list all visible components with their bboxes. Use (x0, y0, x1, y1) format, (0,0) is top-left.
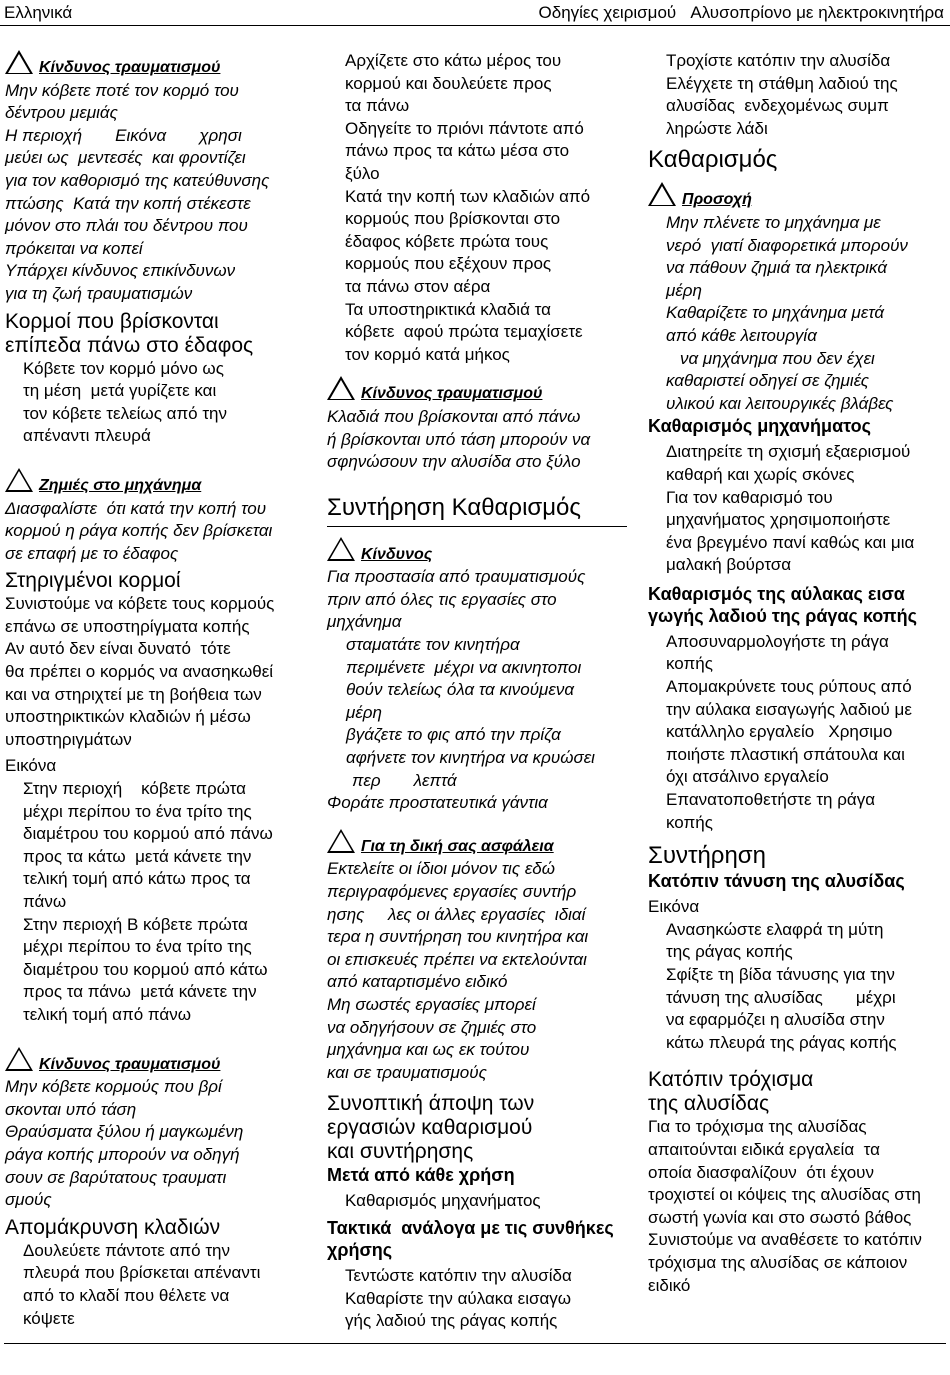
figure-reference: Εικόνα (648, 897, 700, 917)
text-line: αλυσίδας ενδεχομένως συμπ (666, 96, 889, 116)
danger-text (327, 566, 627, 815)
column-2 (327, 50, 627, 1333)
text-line: Μην κόβετε ποτέ τον κορμό του (5, 80, 239, 100)
figure-reference: Εικόνα (5, 756, 57, 776)
text-line: βγάζετε το φις από την πρίζα (346, 725, 561, 745)
text-line: σε επαφή με το έδαφος (5, 543, 179, 563)
text-line: Εκτελείτε οι ίδιοι μόνον τις εδώ (327, 859, 555, 879)
text-line: Κόβετε τον κορμό μόνο ως (23, 358, 224, 378)
section-heading-sharpening: Κατόπιν τρόχισμα (648, 1068, 814, 1092)
text-line: σωστή γωνία και στο σωστό βάθος (648, 1207, 912, 1227)
column-1 (5, 50, 323, 1330)
section-heading-overview-3: και συντήρησης (327, 1140, 474, 1164)
text-line: τον κόβετε τελείως από την (23, 403, 228, 423)
text-line: κορμού και δουλεύετε προς (345, 73, 552, 93)
text-line: πριν από όλες τις εργασίες στο (327, 589, 557, 609)
machine-cleaning-text (648, 441, 948, 577)
column-3 (648, 50, 948, 1297)
text-line: ειδικό (648, 1275, 691, 1295)
text-line: μηχάνημα και ως εκ τούτου (327, 1040, 530, 1060)
text-line: μέχρι περίπου το ένα τρίτο της (23, 937, 252, 957)
text-line: Συνιστούμε να αναθέσετε το κατόπιν (648, 1230, 922, 1250)
section-heading-overview-2: εργασιών καθαρισμού (327, 1116, 533, 1140)
section-heading-branches: Απομάκρυνση κλαδιών (5, 1215, 221, 1239)
text-line: Μην κόβετε κορμούς που βρί (5, 1077, 222, 1097)
text-line: Για τον καθαρισμό του (666, 487, 833, 507)
text-line: σουν σε βαρύτατους τραυματι (5, 1167, 227, 1187)
text-line: υποστηρικτικών κλαδιών ή μέσω (5, 707, 251, 727)
text-line: οι επισκευές πρέπει να εκτελούνται (327, 949, 587, 969)
text-line: μέρη (346, 702, 382, 722)
text-line: περ λεπτά (352, 770, 457, 790)
text-line: μέρη (666, 280, 702, 300)
footer-divider (4, 1343, 946, 1344)
warning-injury-4 (327, 376, 627, 406)
warning-caution (648, 182, 948, 212)
supported-text (5, 593, 323, 751)
text-line: Οδηγείτε το πριόνι πάντοτε από (345, 118, 584, 138)
text-line: θα πρέπει ο κορμός να ανασηκωθεί (5, 662, 274, 682)
text-line: ή βρίσκονται υπό τάση μπορούν να (327, 429, 591, 449)
text-line: όχι ατσάλινο εργαλείο (666, 767, 829, 787)
header-title (539, 3, 944, 23)
text-line: περιγραφόμενες εργασίες συντήρ (327, 882, 577, 901)
text-line: να πάθουν ζημιά τα ηλεκτρικά (666, 258, 888, 278)
text-line: σμούς (5, 1190, 52, 1210)
warning-machine-damage (5, 468, 323, 498)
text-line: απαιτούνται ειδικά εργαλεία τα (648, 1139, 880, 1159)
text-line: Θραύσματα ξύλου ή μαγκωμένη (5, 1122, 244, 1142)
text-line: έδαφος κόβετε πρώτα τους (345, 231, 549, 251)
text-line: μεύει ως μεντεσές και φροντίζει (5, 148, 246, 168)
text-line: ησης λες οι άλλες εργασίες ιδιαί (327, 904, 586, 924)
text-line: μέχρι περίπου το ένα τρίτο της (23, 801, 252, 821)
text-line: Ανασηκώστε ελαφρά τη μύτη (666, 919, 884, 939)
text-line: επάνω σε υποστηρίγματα κοπής (5, 616, 250, 636)
subheading-regular: Τακτικά ανάλογα με τις συνθήκες (327, 1217, 614, 1238)
warning-triangle-icon (648, 182, 676, 206)
text-line: τρόχισμα της αλυσίδας σε κάποιον (648, 1252, 908, 1272)
section-heading-supported: Στηριγμένοι κορμοί (5, 569, 181, 593)
text-line: Τεντώστε κατόπιν την αλυσίδα (345, 1265, 572, 1285)
branches-text (5, 1240, 323, 1330)
warning-triangle-icon (327, 537, 355, 561)
groove-text (648, 631, 948, 834)
text-line: σφηνώσουν την αλυσίδα στο ξύλο (327, 452, 581, 472)
warning-title: Προσοχή (682, 191, 752, 209)
text-line: της ράγας κοπής (666, 942, 793, 962)
text-line: και σε τραυματισμούς (327, 1062, 487, 1082)
sharpening-text (648, 1116, 948, 1297)
text-line: να οδηγήσουν σε ζημιές στο (327, 1017, 537, 1037)
subheading-after-use: Μετά από κάθε χρήση (327, 1165, 515, 1186)
text-line: τερα η συντήρηση του κινητήρα και (327, 927, 589, 947)
text-line: από καταρτισμένο ειδικό (327, 972, 508, 992)
text-line: κατάλληλο εργαλείο Χρησιμο (666, 722, 893, 742)
section-heading-maintenance: Συντήρηση (648, 842, 766, 870)
text-line: Απομακρύνετε τους ρύπους από (666, 677, 912, 697)
text-line: Στην περιοχή κόβετε πρώτα (23, 779, 246, 799)
area-a-text (5, 778, 323, 1027)
text-line: Αποσυναρμολογήστε τη ράγα (666, 631, 889, 651)
text-line: κόψετε (23, 1308, 75, 1328)
text-line: ράγα κοπής μπορούν να οδηγή (5, 1144, 240, 1164)
text-line: Η περιοχή Εικόνα χρησι (5, 125, 242, 145)
section-heading-cleaning: Καθαρισμός (648, 146, 778, 174)
text-line: Κλαδιά που βρίσκονται από πάνω (327, 406, 581, 426)
warning-text-1 (5, 80, 323, 306)
text-line: απέναντι πλευρά (23, 426, 151, 446)
text-line: Καθαρίστε την αύλακα εισαγω (345, 1288, 572, 1308)
warning-title: Κίνδυνος τραυματισμού (39, 1055, 221, 1073)
text-line: ληρώστε λάδι (666, 118, 768, 138)
warning-injury-3 (5, 1047, 323, 1077)
text-line: αφήνετε τον κινητήρα να κρυώσει (346, 748, 595, 768)
text-line: Καθαρίζετε το μηχάνημα μετά (666, 303, 885, 323)
text-line: μηχανήματος χρησιμοποιήστε (666, 510, 891, 530)
text-line: Διασφαλίστε ότι κατά την κοπή του (5, 498, 267, 518)
trunks-text (5, 358, 323, 448)
text-line: ξύλο (345, 163, 380, 183)
text-line: τροχιστεί οι κόψεις της αλυσίδας στη (648, 1185, 921, 1205)
header-manual: Οδηγίες χειρισμού (538, 3, 677, 22)
text-line: από κάθε λειτουργία (666, 325, 817, 345)
text-line: κοπής (666, 654, 713, 674)
text-line: μηχάνημα (327, 612, 402, 632)
subheading-machine-cleaning: Καθαρισμός μηχανήματος (648, 416, 872, 437)
text-line: κόβετε αφού πρώτα τεμαχίσετε (345, 322, 583, 342)
text-line: κοπής (666, 812, 713, 832)
warning-title: Ζημιές στο μηχάνημα (39, 476, 202, 494)
subheading-groove-cleaning-2: γωγής λαδιού της ράγας κοπής (648, 605, 917, 626)
text-line: Ελέγχετε τη στάθμη λαδιού της (666, 73, 898, 93)
text-line: περιμένετε μέχρι να ακινητοποι (346, 657, 582, 677)
section-heading-trunks-2: επίπεδα πάνω στο έδαφος (5, 333, 254, 357)
text-line: υποστηριγμάτων (5, 729, 132, 749)
regular-text (327, 1265, 627, 1333)
text-line: καθαριστεί οδηγεί σε ζημιές (666, 371, 869, 391)
text-line: δέντρου μεμιάς (5, 103, 118, 123)
text-line: Συνιστούμε να κόβετε τους κορμούς (5, 594, 275, 614)
text-line: τα πάνω στον αέρα (345, 276, 491, 296)
section-heading-overview: Συνοπτική άποψη των (327, 1092, 535, 1116)
subheading-groove-cleaning: Καθαρισμός της αύλακας εισα (648, 583, 905, 604)
header-product: Αλυσοπρίονο με ηλεκτροκινητήρα (690, 3, 944, 22)
text-line: για τη ζωή τραυματισμών (5, 283, 193, 303)
text-line: καθαρή και χωρίς σκόνες (666, 464, 855, 484)
warning-text-4 (327, 406, 627, 474)
text-line: Αρχίζετε στο κάτω μέρος του (345, 51, 562, 70)
text-line: και να στηριχτεί με τη βοήθεια των (5, 684, 262, 704)
text-line: πτώσης Κατά την κοπή στέκεστε (5, 193, 251, 213)
warning-title: Κίνδυνος τραυματισμού (361, 385, 543, 403)
subheading-regular-2: χρήσης (327, 1239, 393, 1260)
text-line: Επανατοποθετήστε τη ράγα (666, 790, 876, 810)
text-line: Μη σωστές εργασίες μπορεί (327, 994, 536, 1014)
text-line: Καθαρισμός μηχανήματος (345, 1191, 541, 1211)
text-line: τελική τομή από κάτω προς τα (23, 869, 251, 889)
text-line: Για προστασία από τραυματισμούς (327, 567, 586, 587)
caution-text (648, 212, 948, 415)
text-line: κάτω πλευρά της ράγας κοπής (666, 1032, 897, 1052)
branches-text-cont (327, 50, 627, 366)
text-line: προς τα κάτω μετά κάνετε την (23, 846, 252, 866)
tension-text (648, 919, 948, 1055)
text-line: Τροχίστε κατόπιν την αλυσίδα (666, 51, 891, 70)
text-line: πάνω προς τα κάτω μέσα στο (345, 141, 570, 161)
text-line: οποία διασφαλίζουν ότι έχουν (648, 1162, 874, 1182)
text-line: από το κλαδί που θέλετε να (23, 1285, 230, 1305)
text-line: γής λαδιού της ράγας κοπής (345, 1311, 558, 1331)
section-heading-sharpening-2: της αλυσίδας (648, 1092, 770, 1116)
text-line: κορμού η ράγα κοπής δεν βρίσκεται (5, 521, 273, 541)
warning-title: Κίνδυνος τραυματισμού (39, 59, 221, 76)
warning-text-2 (5, 498, 323, 566)
warning-triangle-icon (5, 1047, 33, 1071)
text-line: μόνον στο πλάι του δέντρου που (5, 216, 248, 236)
page-header (0, 0, 950, 26)
text-line: να μηχάνημα που δεν έχει (680, 348, 875, 368)
text-line: κορμούς που βρίσκονται στο (345, 209, 561, 229)
warning-triangle-icon (5, 468, 33, 492)
section-heading-trunks: Κορμοί που βρίσκονται (5, 309, 219, 333)
text-line: Σφίξτε τη βίδα τάνυσης για την (666, 965, 895, 984)
text-line: μαλακή βούρτσα (666, 555, 792, 575)
warning-title: Κίνδυνος (361, 545, 433, 563)
text-line: Μην πλένετε το μηχάνημα με (666, 212, 881, 232)
header-language: Ελληνικά (4, 3, 73, 22)
text-line: τον κορμό κατά μήκος (345, 344, 510, 364)
text-line: Για το τρόχισμα της αλυσίδας (648, 1117, 867, 1137)
warning-injury-1 (5, 50, 323, 80)
text-line: ένα βρεγμένο πανί καθώς και μια (666, 532, 915, 552)
text-line: πάνω (23, 892, 67, 911)
text-line: νερό γιατί διαφορετικά μπορούν (666, 235, 908, 255)
text-line: Κατά την κοπή των κλαδιών από (345, 186, 591, 206)
text-line: να εφαρμόζει η αλυσίδα στην (666, 1010, 885, 1030)
text-line: την αύλακα εισαγωγής λαδιού με (666, 699, 912, 719)
text-line: Δουλεύετε πάντοτε από την (23, 1240, 231, 1260)
text-line: πλευρά που βρίσκεται απέναντι (23, 1263, 261, 1283)
text-line: τελική τομή από πάνω (23, 1004, 191, 1024)
text-line: Υπάρχει κίνδυνος επικίνδυνων (5, 261, 236, 281)
warning-triangle-icon (327, 376, 355, 400)
warning-triangle-icon (5, 50, 33, 74)
text-line: θούν τελείως όλα τα κινούμενα (346, 680, 575, 700)
text-line: σκονται υπό τάση (5, 1099, 137, 1119)
text-line: υλικού και λειτουργικές βλάβες (666, 393, 894, 413)
text-line: διαμέτρου του κορμού από κάτω (23, 959, 268, 979)
text-line: Τα υποστηρικτικά κλαδιά τα (345, 299, 551, 319)
warning-danger (327, 537, 627, 567)
text-line: για τον καθορισμό της κατεύθυνσης (5, 170, 270, 190)
warning-title: Για τη δική σας ασφάλεια (361, 837, 554, 855)
text-line: Διατηρείτε τη σχισμή εξαερισμού (666, 442, 911, 462)
text-line: ποιήστε πλαστική σπάτουλα και (666, 744, 905, 764)
text-line: τάνυση της αλυσίδας μέχρι (666, 987, 896, 1007)
regular-text-cont (648, 50, 948, 140)
text-line: τη μέση μετά γυρίζετε και (23, 381, 217, 401)
text-line: κορμούς που εξέχουν προς (345, 254, 552, 274)
text-line: διαμέτρου του κορμού από πάνω (23, 824, 273, 844)
text-line: Αν αυτό δεν είναι δυνατό τότε (5, 639, 231, 659)
text-line: προς τα πάνω μετά κάνετε την (23, 982, 257, 1002)
text-line: πρόκειται να κοπεί (5, 238, 143, 258)
safety-text (327, 858, 627, 1084)
chapter-heading-maintenance: Συντήρηση Καθαρισμός (327, 494, 627, 527)
subheading-chain-tension: Κατόπιν τάνυση της αλυσίδας (648, 871, 905, 892)
warning-own-safety (327, 829, 627, 859)
warning-triangle-icon (327, 829, 355, 853)
text-line: Φοράτε προστατευτικά γάντια (327, 793, 548, 813)
text-line: τα πάνω (345, 96, 410, 116)
text-line: Στην περιοχή B κόβετε πρώτα (23, 914, 248, 934)
warning-text-3 (5, 1076, 323, 1212)
text-line: σταματάτε τον κινητήρα (346, 635, 520, 655)
